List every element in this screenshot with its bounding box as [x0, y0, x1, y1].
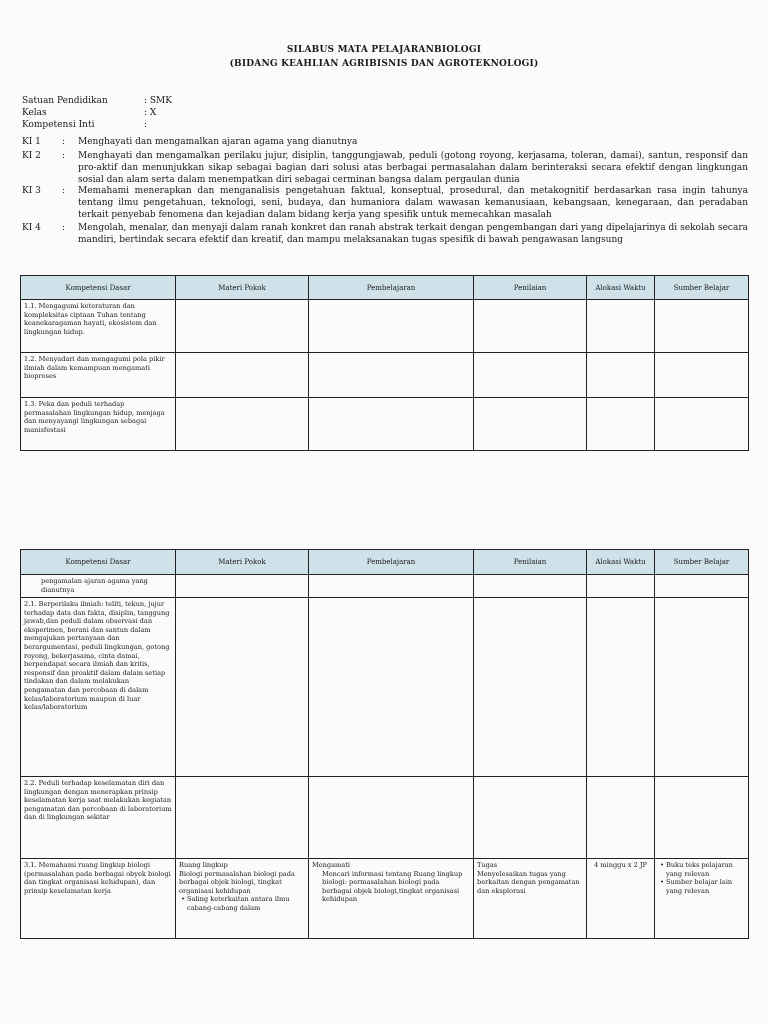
col-pembelajaran: Pembelajaran: [309, 550, 474, 575]
table-row: [21, 575, 749, 598]
ki-item: [22, 150, 748, 186]
ki-colon: :: [62, 223, 66, 233]
table-row: [21, 777, 749, 859]
pembelajaran-title: Mengamati: [312, 861, 350, 869]
table-row: [21, 598, 749, 777]
kd-cell: 2.1. Berperilaku ilmiah: teliti, tekun, jujur terhadap data dan fakta, disiplin, tanggung jawab,dan peduli dalam observasi dan eksperimen, berani dan santun dalam mengajukan pertanyaan dan berargumentasi, peduli lingkungan, gotong royong, bekerjasama, cinta damai, berpendapat secara ilmiah dan kritis, responsif dan proaktif dalam dalam setiap tindakan dan dalam melakukan pengamatan dan percobaan di dalam kelas/laboratorium maupun di luar kelas/laboratorium: [24, 600, 170, 712]
kd-cell: 1.1. Mengagumi keteraturan dan kompleksitas ciptaan Tuhan tentang keanekaragaman hayati, ekosistem dan lingkungan hidup.: [24, 302, 157, 336]
info-block: [22, 95, 322, 135]
penilaian-title: Tugas: [477, 861, 498, 869]
syllabus-table-2: [20, 549, 749, 939]
col-materi-pokok: Materi Pokok: [176, 276, 309, 300]
ki-colon: :: [62, 151, 66, 161]
kd-cell: 3.1. Memahami ruang lingkup biologi (permasalahan pada berbagai obyek biologi dan tingkat organisasi kehidupan), dan prinsip keselamatan kerja: [24, 861, 171, 895]
penilaian-text: Menyelesaikan tugas yang berkaitan dengan pengamatan dan eksplorasi: [477, 869, 580, 895]
col-materi-pokok: Materi Pokok: [176, 550, 309, 575]
materi-text: Biologi permasalahan biologi pada berbagai objek biologi, tingkat organisasi kehidupan: [179, 869, 295, 895]
satuan-value: : SMK: [144, 96, 172, 106]
ki-item: [22, 222, 748, 246]
pembelajaran-text: Mencari informasi tentang Ruang lingkup biologi: permasalahan biologi pada berbagai objek biologi,tingkat organisasi kehidupan: [322, 869, 463, 904]
materi-bullet: • Saling keterkaitan antara ilmu cabang-cabang dalam: [181, 895, 290, 912]
col-penilaian: Penilaian: [474, 550, 587, 575]
materi-title: Ruang lingkup: [179, 861, 228, 869]
ki-item: [22, 185, 748, 221]
ki-item: [22, 136, 748, 148]
sumber-item-text: Buku teks pelajaran yang relevan: [666, 861, 733, 878]
ki-colon: :: [62, 137, 66, 147]
table-row: [21, 859, 749, 939]
table-row: [21, 398, 749, 451]
ki-code: KI 3: [22, 186, 41, 196]
document-subtitle: (BIDANG KEAHLIAN AGRIBISNIS DAN AGROTEKNOLOGI): [229, 59, 539, 69]
ki-value: :: [144, 120, 148, 130]
pembelajaran-cell: [309, 859, 473, 938]
kd-cell: 1.2. Menyadari dan mengagumi pola pikir ilmiah dalam kemampuan mengamati bioproses: [24, 355, 165, 381]
sumber-item: • Buku teks pelajaran yang relevan: [660, 861, 733, 878]
sumber-item-text: Sumber belajar lain yang relevan: [666, 878, 733, 895]
ki-code: KI 1: [22, 137, 41, 147]
materi-cell: [176, 859, 308, 938]
kd-cell: pengamalan ajaran agama yang dianutnya: [41, 577, 148, 594]
table-row: [21, 353, 749, 398]
syllabus-table-1: [20, 275, 749, 451]
ki-code: KI 4: [22, 223, 41, 233]
col-alokasi-waktu: Alokasi Waktu: [587, 550, 655, 575]
table-row: [21, 300, 749, 353]
col-sumber-belajar: Sumber Belajar: [655, 276, 749, 300]
col-kompetensi-dasar: Kompetensi Dasar: [21, 550, 176, 575]
col-alokasi-waktu: Alokasi Waktu: [587, 276, 655, 300]
ki-colon: :: [62, 186, 66, 196]
col-pembelajaran: Pembelajaran: [309, 276, 474, 300]
sumber-item: • Sumber belajar lain yang relevan: [660, 878, 733, 895]
col-penilaian: Penilaian: [474, 276, 587, 300]
alokasi-cell: 4 minggu x 2 JP: [594, 861, 647, 869]
ki-text: Menghayati dan mengamalkan ajaran agama yang dianutnya: [78, 137, 358, 147]
kelas-label: Kelas: [22, 108, 47, 118]
penilaian-cell: [474, 859, 586, 938]
col-kompetensi-dasar: Kompetensi Dasar: [21, 276, 176, 300]
materi-bullet-text: Saling keterkaitan antara ilmu cabang-cabang dalam: [187, 895, 290, 912]
kd-cell: 2.2. Peduli terhadap keselamatan diri dan lingkungan dengan menerapkan prinsip keselamatan kerja saat melakukan kegiatan pengamatan dan percobaan di laboratorium dan di lingkungan sekitar: [24, 779, 172, 822]
satuan-label: Satuan Pendidikan: [22, 96, 108, 106]
ki-text: Menghayati dan mengamalkan perilaku jujur, disiplin, tanggungjawab, peduli (gotong royong, kerjasama, toleran, damai), santun, responsif dan pro-aktif dan menunjukkan sikap sebagai bagian dari solusi atas berbagai permasalahan dalam berinteraksi secara efektif dengan lingkungan sosial dan alam serta dalam menempatkan diri sebagai cerminan bangsa dalam pergaulan dunia: [78, 151, 748, 185]
ki-text: Memahami menerapkan dan menganalisis pengetahuan faktual, konseptual, prosedural, dan metakognitif berdasarkan rasa ingin tahunya tentang ilmu pengetahuan, teknologi, seni, budaya, dan humaniora dalam wawasan kemanusiaan, kebangsaan, kenegaraan, dan peradaban terkait penyebab fenomena dan kejadian dalam bidang kerja yang spesifik untuk memecahkan masalah: [78, 186, 748, 220]
ki-code: KI 2: [22, 151, 41, 161]
kelas-value: : X: [144, 108, 157, 118]
kd-cell: 1.3. Peka dan peduli terhadap permasalahan lingkungan hidup, menjaga dan menyayangi lingkungan sebagai manisfestasi: [24, 400, 165, 434]
col-sumber-belajar: Sumber Belajar: [655, 550, 749, 575]
document-title: SILABUS MATA PELAJARANBIOLOGI: [286, 45, 482, 55]
sumber-cell: [655, 859, 748, 897]
ki-label: Kompetensi Inti: [22, 120, 95, 130]
ki-text: Mengolah, menalar, dan menyaji dalam ranah konkret dan ranah abstrak terkait dengan pengembangan dari yang dipelajarinya di sekolah secara mandiri, bertindak secara efektif dan kreatif, dan mampu melaksanakan tugas spesifik di bawah pengawasan langsung: [78, 223, 748, 245]
